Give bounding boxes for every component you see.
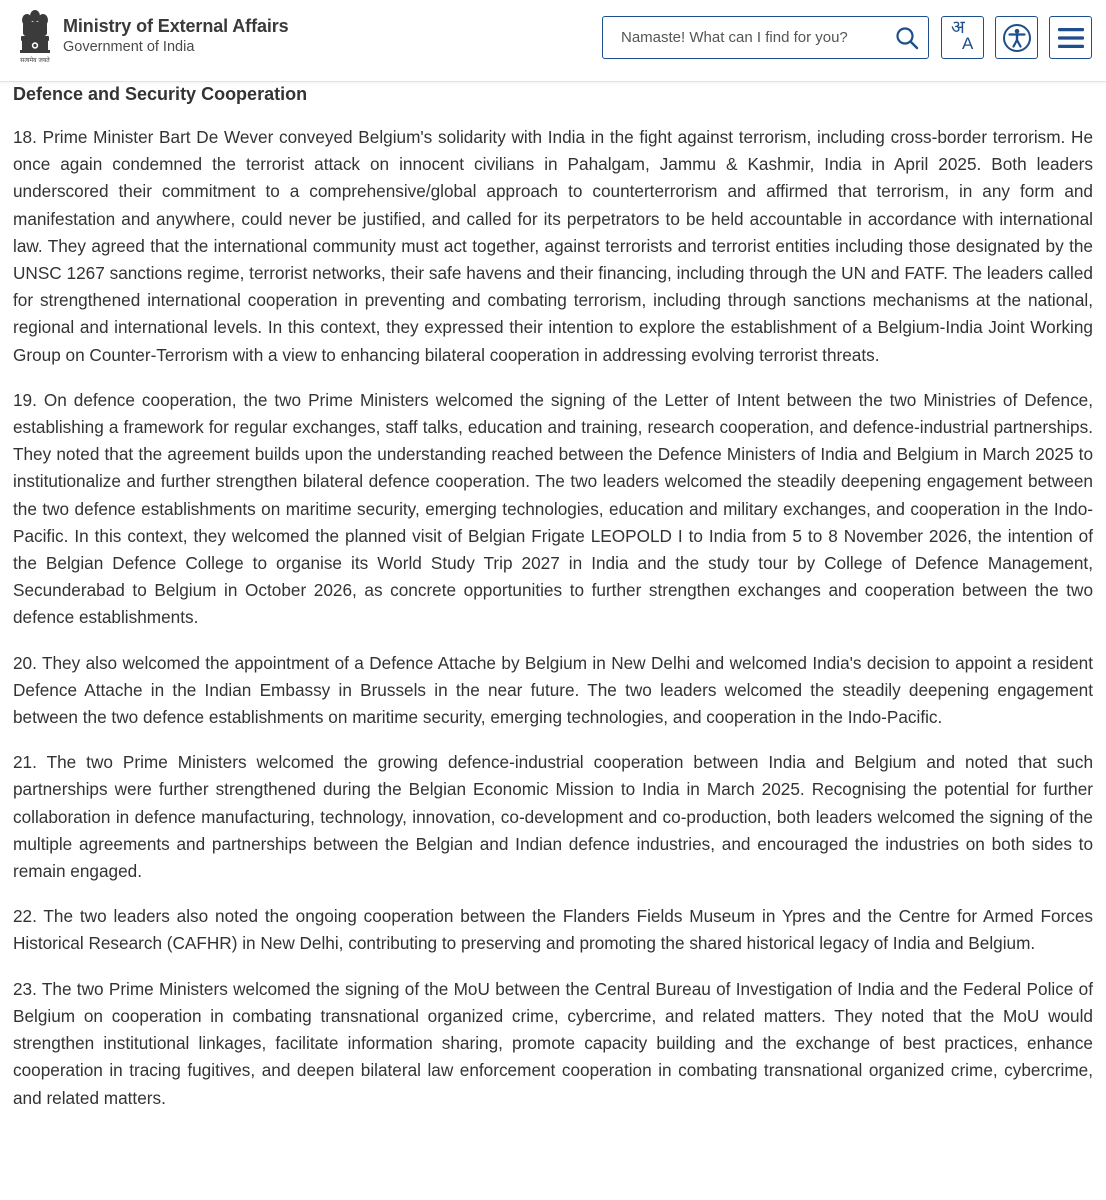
site-brand[interactable]	[63, 15, 289, 57]
accessibility-button[interactable]	[995, 16, 1038, 59]
accessibility-icon	[1002, 23, 1032, 53]
language-english-glyph: A	[962, 34, 974, 53]
language-toggle-button[interactable]	[941, 16, 984, 59]
main-menu-button[interactable]	[1049, 16, 1092, 59]
site-title[interactable]: Ministry of External Affairs	[63, 16, 289, 36]
hamburger-menu-icon	[1056, 23, 1086, 53]
site-header	[0, 0, 1106, 82]
search-icon[interactable]	[895, 26, 919, 50]
site-subtitle: Government of India	[63, 39, 195, 55]
search-input[interactable]	[621, 17, 881, 57]
paragraph-19: 19. On defence cooperation, the two Prime Ministers welcomed the signing of the Letter of Intent between the two Ministries of Defence, establishing a framework for regular exchanges, staff talks, education and training, research cooperation, and defence-industrial partnerships. They noted that the agreement builds upon the understanding reached between the Defence Ministers of India and Belgium in March 2025 to institutionalize and further strengthen bilateral defence cooperation. The two leaders welcomed the steadily deepening engagement between the two defence establishments on maritime security, emerging technologies, education and military exchanges, and cooperation in the Indo-Pacific. In this context, they welcomed the planned visit of Belgian Frigate LEOPOLD I to India from 5 to 8 November 2026, the intention of the Belgian Defence College to organise its World Study Trip 2027 in India and the study tour by College of Defence Management, Secunderabad to Belgium in October 2026, as concrete opportunities to further strengthen exchanges and cooperation between the two defence establishments.	[13, 389, 1093, 628]
paragraph-22: 22. The two leaders also noted the ongoing cooperation between the Flanders Fields Museum in Ypres and the Centre for Armed Forces Historical Research (CAFHR) in New Delhi, contributing to preserving and promoting the shared historical legacy of India and Belgium.	[13, 906, 1093, 954]
search-box[interactable]	[602, 16, 929, 59]
article-content	[13, 82, 1093, 1112]
paragraph-23: 23. The two Prime Ministers welcomed the signing of the MoU between the Central Bureau of Investigation of India and the Federal Police of Belgium on cooperation in combating transnational organized crime, cybercrime, and related matters. They noted that the MoU would strengthen institutional linkages, facilitate information sharing, promote capacity building and the exchange of best practices, enhance cooperation in tracing fugitives, and deepen bilateral law enforcement cooperation in combating transnational organized crime, cybercrime, and related matters.	[13, 978, 1093, 1108]
paragraph-18: 18. Prime Minister Bart De Wever conveyed Belgium's solidarity with India in the fight against terrorism, including cross-border terrorism. He once again condemned the terrorist attack on innocent civilians in Pahalgam, Jammu & Kashmir, India in April 2025. Both leaders underscored their commitment to a comprehensive/global approach to counterterrorism and affirmed that terrorism, in any form and manifestation and anywhere, could never be justified, and called for its perpetrators to be held accountable in accordance with international law. They agreed that the international community must act together, against terrorists and terrorist entities including those designated by the UNSC 1267 sanctions regime, terrorist networks, their safe havens and their financing, including through the UN and FATF. The leaders called for strengthened international cooperation in preventing and combating terrorism, including through sanctions mechanisms at the national, regional and international levels. In this context, they expressed their intention to explore the establishment of a Belgium-India Joint Working Group on Counter-Terrorism with a view to enhancing bilateral cooperation in addressing evolving terrorist threats.	[13, 127, 1093, 365]
language-hindi-glyph: अ	[951, 17, 965, 38]
paragraph-21: 21. The two Prime Ministers welcomed the growing defence-industrial cooperation between India and Belgium and noted that such partnerships were further strengthened during the Belgian Economic Mission to India in March 2025. Recognising the potential for further collaboration in defence manufacturing, technology, innovation, co-development and co-production, both leaders welcomed the signing of the multiple agreements and partnerships between the Belgian and Indian defence industries, and encouraged the industries on both sides to remain engaged.	[13, 752, 1093, 882]
emblem-caption: सत्यमेव जयते	[20, 57, 50, 64]
national-emblem-icon[interactable]	[16, 8, 54, 66]
paragraph-20: 20. They also welcomed the appointment of a Defence Attache by Belgium in New Delhi and welcomed India's decision to appoint a resident Defence Attache in the Indian Embassy in Brussels in the near future. The two leaders welcomed the steadily deepening engagement between the two defence establishments on maritime security, emerging technologies, and cooperation in the Indo-Pacific.	[13, 652, 1093, 728]
section-heading: Defence and Security Cooperation	[13, 84, 308, 104]
